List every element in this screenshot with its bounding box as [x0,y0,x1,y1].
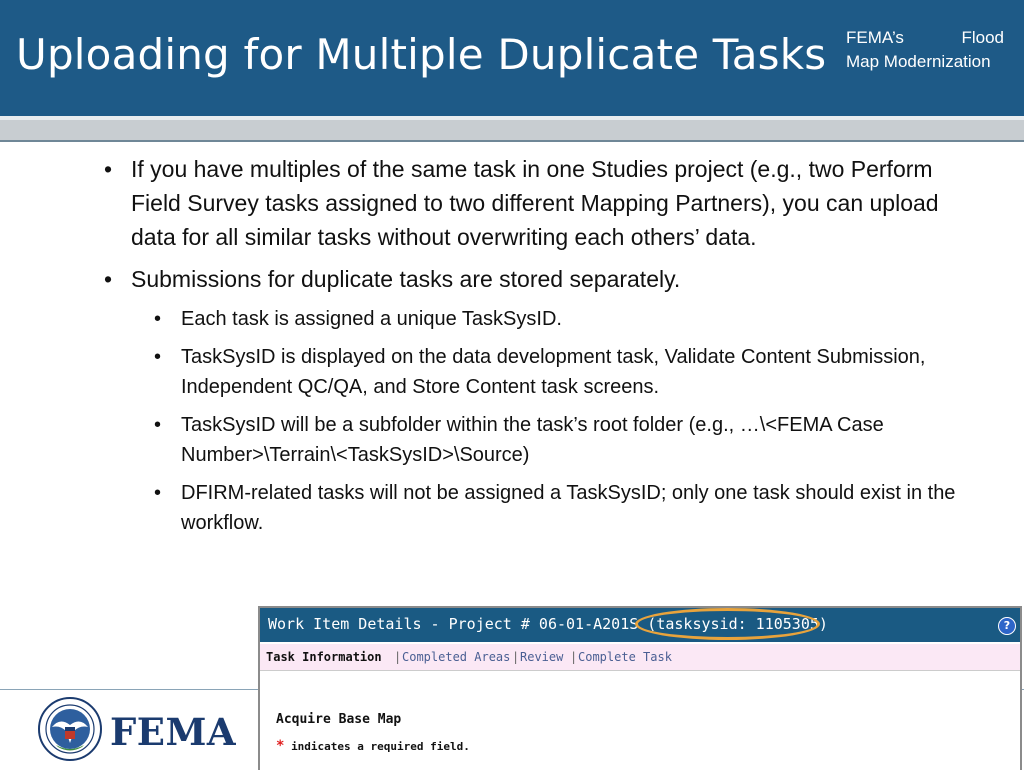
slide-header [0,0,1024,116]
bullet-dot: • [104,266,113,292]
work-item-details-screenshot [258,606,1022,770]
dhs-seal-icon [38,697,102,761]
program-brand [846,26,1018,74]
tab-review[interactable]: Review [520,650,564,664]
sub-bullet-text: Each task is assigned a unique TaskSysID. [181,308,562,330]
tasksysid-highlight-circle [635,608,820,640]
tab-separator: | [394,650,402,664]
sub-bullet-item [154,342,984,402]
tab-complete-task[interactable]: Complete Task [578,650,672,664]
required-note-text: indicates a required field. [291,740,470,753]
bullet-dot: • [154,308,162,330]
bullet-dot: • [154,482,162,504]
tab-separator: | [570,650,578,664]
sub-bullet-item [154,478,984,538]
task-heading: Acquire Base Map [276,712,402,727]
header-divider-band [0,120,1024,140]
tasksysid-label: (tasksysid: 1105305) [647,615,828,633]
bullet-item [104,262,984,296]
sub-bullet-text: DFIRM-related tasks will not be assigned a TaskSysID; only one task should exist in the workflow. [181,482,956,534]
sub-bullet-text: TaskSysID will be a subfolder within the task’s root folder (e.g., …\<FEMA Case Number>\Terrain\<TaskSysID>\Source) [181,414,884,466]
brand-word-flood: Flood [961,28,1004,47]
brand-map-modernization: Map Modernization [846,52,991,71]
project-label: Work Item Details - Project # 06-01-A201S [268,615,648,633]
header-divider-line [0,140,1024,142]
brand-word-fema: FEMA’s [846,28,904,47]
bullet-dot: • [154,346,162,368]
required-star: * [276,738,285,754]
tab-task-information[interactable]: Task Information [266,650,382,664]
tab-completed-areas[interactable]: Completed Areas [402,650,511,664]
bullet-item [104,152,984,254]
sub-bullet-item [154,304,984,334]
task-tab-bar [260,644,1020,671]
help-icon[interactable]: ? [998,617,1016,635]
slide-title: Uploading for Multiple Duplicate Tasks [16,30,827,79]
slide-body [104,152,984,546]
bullet-dot: • [104,156,113,182]
tab-separator: | [512,650,520,664]
fema-logo: FEMA [110,710,237,754]
bullet-text: Submissions for duplicate tasks are stored separately. [131,266,681,292]
bullet-text: If you have multiples of the same task in one Studies project (e.g., two Perform Field Survey tasks assigned to two different Mapping Partners), you can upload data for all similar tasks without overwriting each others’ data. [131,156,939,250]
bullet-dot: • [154,414,162,436]
required-field-note [276,738,470,754]
sub-bullet-text: TaskSysID is displayed on the data development task, Validate Content Submission, Independent QC/QA, and Store Content task screens. [181,346,926,398]
sub-bullet-item [154,410,984,470]
